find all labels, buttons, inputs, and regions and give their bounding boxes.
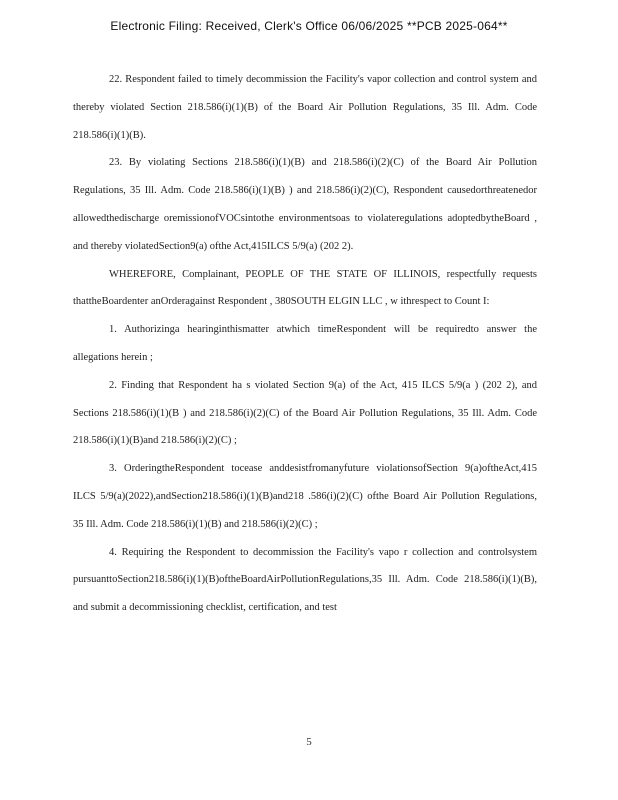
page-number: 5: [306, 736, 312, 748]
relief-item-2: 2. Finding that Respondent ha s violated Section 9(a) of the Act, 415 ILCS 5/9(a ) (202 2), and Sections 218.586(i)(1)(B ) and 218.586(i)(2)(C) of the Board Air Pollution Regulations, 35 Ill. Adm. Code 218.586(i)(1)(B)and 218.586(i)(2)(C) ;: [73, 379, 537, 447]
paragraph-23: 23. By violating Sections 218.586(i)(1)(B) and 218.586(i)(2)(C) of the Board Air Pollution Regulations, 35 Ill. Adm. Code 218.586(i)(1)(B) ) and 218.586(i)(2)(C), Respondent causedorthreatenedor allowedthedischarge oremissionofVOCsintothe environmentsoas to violateregulations adoptedbytheBoard , and thereby violatedSection9(a) ofthe Act,415ILCS 5/9(a) (202 2).: [73, 157, 537, 252]
relief-item-3: 3. OrderingtheRespondent tocease anddesistfromanyfuture violationsofSection 9(a)oftheAct,415 ILCS 5/9(a)(2022),andSection218.586(i)(1)(B)and218 .586(i)(2)(C) ofthe Board Air Pollution Regulations, 35 Ill. Adm. Code 218.586(i)(1)(B) and 218.586(i)(2)(C) ;: [73, 463, 537, 530]
relief-item-1: 1. Authorizinga hearinginthismatter atwhich timeRespondent will be requiredto answer the allegations herein ;: [73, 324, 537, 363]
paragraph-22: 22. Respondent failed to timely decommission the Facility's vapor collection and control system and thereby violated Section 218.586(i)(1)(B) of the Board Air Pollution Regulations, 35 Ill. Adm. Code 218.586(i)(1)(B).: [73, 74, 537, 141]
filing-header: Electronic Filing: Received, Clerk's Office 06/06/2025 **PCB 2025-064**: [110, 19, 508, 33]
relief-item-4: 4. Requiring the Respondent to decommission the Facility's vapo r collection and controlsystem pursuanttoSection218.586(i)(1)(B)oftheBoardAirPollutionRegulations,35 Ill. Adm. Code 218.586(i)(1)(B), and submit a decommissioning checklist, certification, and test: [73, 546, 537, 614]
document-body: [73, 66, 537, 622]
wherefore-paragraph: WHEREFORE, Complainant, PEOPLE OF THE STATE OF ILLINOIS, respectfully requests thattheBoardenter anOrderagainst Respondent , 380SOUTH ELGIN LLC , w ithrespect to Count I:: [73, 268, 537, 308]
